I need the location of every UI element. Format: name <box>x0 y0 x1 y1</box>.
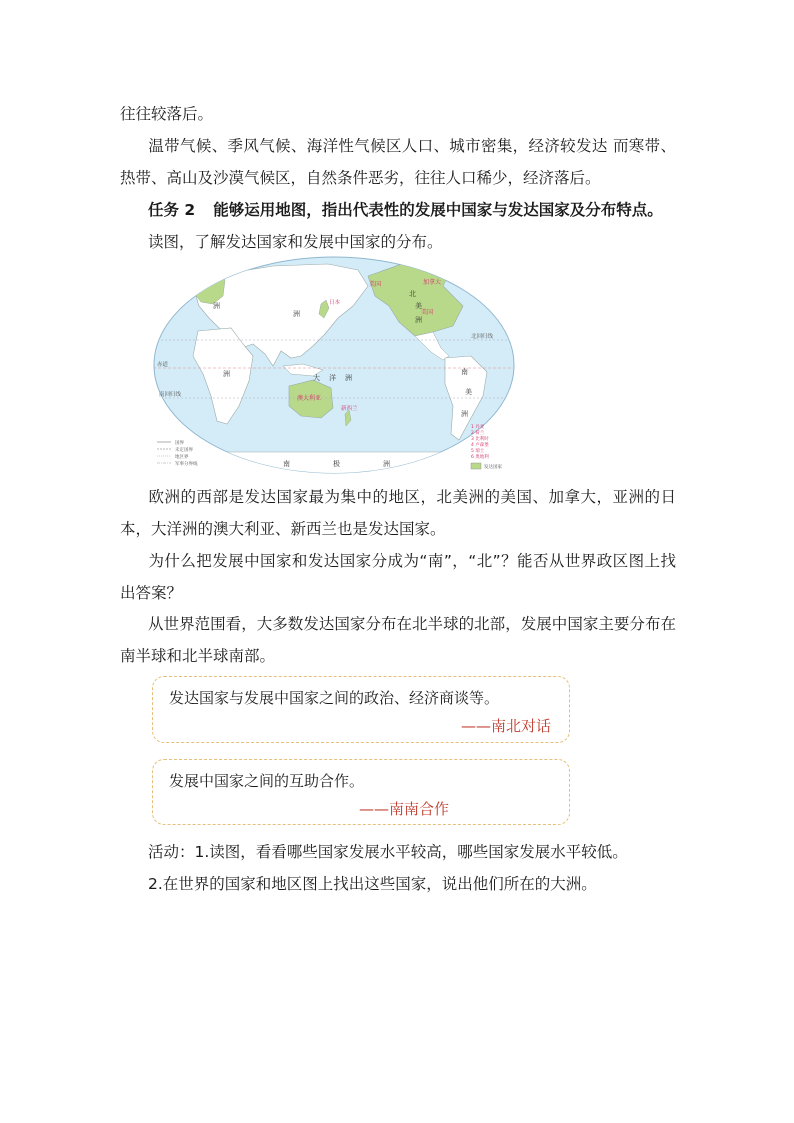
label-australia: 澳大利亚 <box>297 395 322 402</box>
label-sa-b: 美 <box>465 388 472 396</box>
label-newzealand: 新西兰 <box>341 406 358 412</box>
paragraph-5: 从世界范围看，大多数发达国家分布在北半球的北部，发展中国家主要分布在南半球和北半球南部。 <box>120 615 676 665</box>
paragraph-0: 往往较落后。 <box>120 105 214 123</box>
paragraph-3: 欧洲的西部是发达国家最为集中的地区，北美洲的美国、加拿大，亚洲的日本，大洋洲的澳大利亚、新西兰也是发达国家。 <box>120 488 676 538</box>
label-na-b: 美 <box>415 302 422 310</box>
paragraph-6: 活动：1.读图，看看哪些国家发展水平较高，哪些国家发展水平较低。 <box>148 843 628 861</box>
callout-0-source: ——南北对话 <box>460 717 551 735</box>
task-text: 能够运用地图，指出代表性的发展中国家与发达国家及分布特点。 <box>213 201 663 219</box>
label-na-c: 洲 <box>415 316 422 324</box>
callout-0-text: 发达国家与发展中国家之间的政治、经济商谈等。 <box>169 689 500 707</box>
callout-1-source: ——南南合作 <box>359 800 450 818</box>
task-label: 任务 2 <box>148 201 196 219</box>
label-antarctica-a: 南 <box>283 460 290 468</box>
label-tropic-s: 南回归线 <box>159 392 182 398</box>
legend-left-3: 军事分界线 <box>175 462 198 467</box>
paragraph-7: 2.在世界的国家和地区图上找出这些国家，说出他们所在的大洲。 <box>148 875 597 893</box>
label-na-a: 北 <box>409 290 416 298</box>
label-antarctica-b: 极 <box>333 460 340 468</box>
task-heading <box>120 194 676 226</box>
label-equator: 赤道 <box>157 362 169 368</box>
label-oceania-c: 洲 <box>345 374 352 382</box>
label-japan: 日本 <box>329 300 341 306</box>
label-usa: 美国 <box>421 309 434 316</box>
label-sa-a: 南 <box>461 368 468 376</box>
label-oceania-a: 大 <box>313 374 320 382</box>
legend-right-5: 6 奥地利 <box>471 455 489 460</box>
legend-left-2: 地区界 <box>175 455 189 460</box>
callout-1-text: 发展中国家之间的互助合作。 <box>169 772 365 790</box>
label-canada: 加拿大 <box>423 279 442 286</box>
label-oceania-b: 洋 <box>329 374 336 382</box>
legend-right-3: 4 卢森堡 <box>471 443 489 448</box>
label-sa-c: 洲 <box>461 410 468 418</box>
legend-developed-swatch <box>471 463 481 469</box>
label-asia: 洲 <box>293 310 300 318</box>
legend-left-1: 未定国界 <box>175 448 193 453</box>
legend-developed-label: 发达国家 <box>484 465 502 470</box>
legend-right-1: 2 荷兰 <box>471 431 485 436</box>
legend-left-0: 国界 <box>175 441 184 446</box>
legend-right-0: 1 丹麦 <box>471 425 485 430</box>
paragraph-1: 温带气候、季风气候、海洋性气候区人口、城市密集，经济较发达 而寒带、热带、高山及沙漠气候区，自然条件恶劣，往往人口稀少，经济落后。 <box>120 137 676 187</box>
label-africa: 洲 <box>223 370 230 378</box>
legend-right-2: 3 比利时 <box>471 437 489 442</box>
callout-south-south-cooperation <box>152 759 570 825</box>
world-map-figure <box>153 256 515 474</box>
world-map <box>153 256 515 474</box>
label-usa-alaska: 美国 <box>369 281 382 288</box>
callout-north-south-dialogue <box>152 676 570 743</box>
paragraph-4: 为什么把发展中国家和发达国家分成为“南”，“北”？能否从世界政区图上找出答案？ <box>120 552 676 602</box>
legend-right-4: 5 瑞士 <box>471 449 485 454</box>
label-antarctica-c: 洲 <box>383 460 390 468</box>
paragraph-2: 读图，了解发达国家和发展中国家的分布。 <box>148 233 443 251</box>
label-europe: 洲 <box>213 302 220 310</box>
label-tropic-n: 北回归线 <box>471 334 494 340</box>
